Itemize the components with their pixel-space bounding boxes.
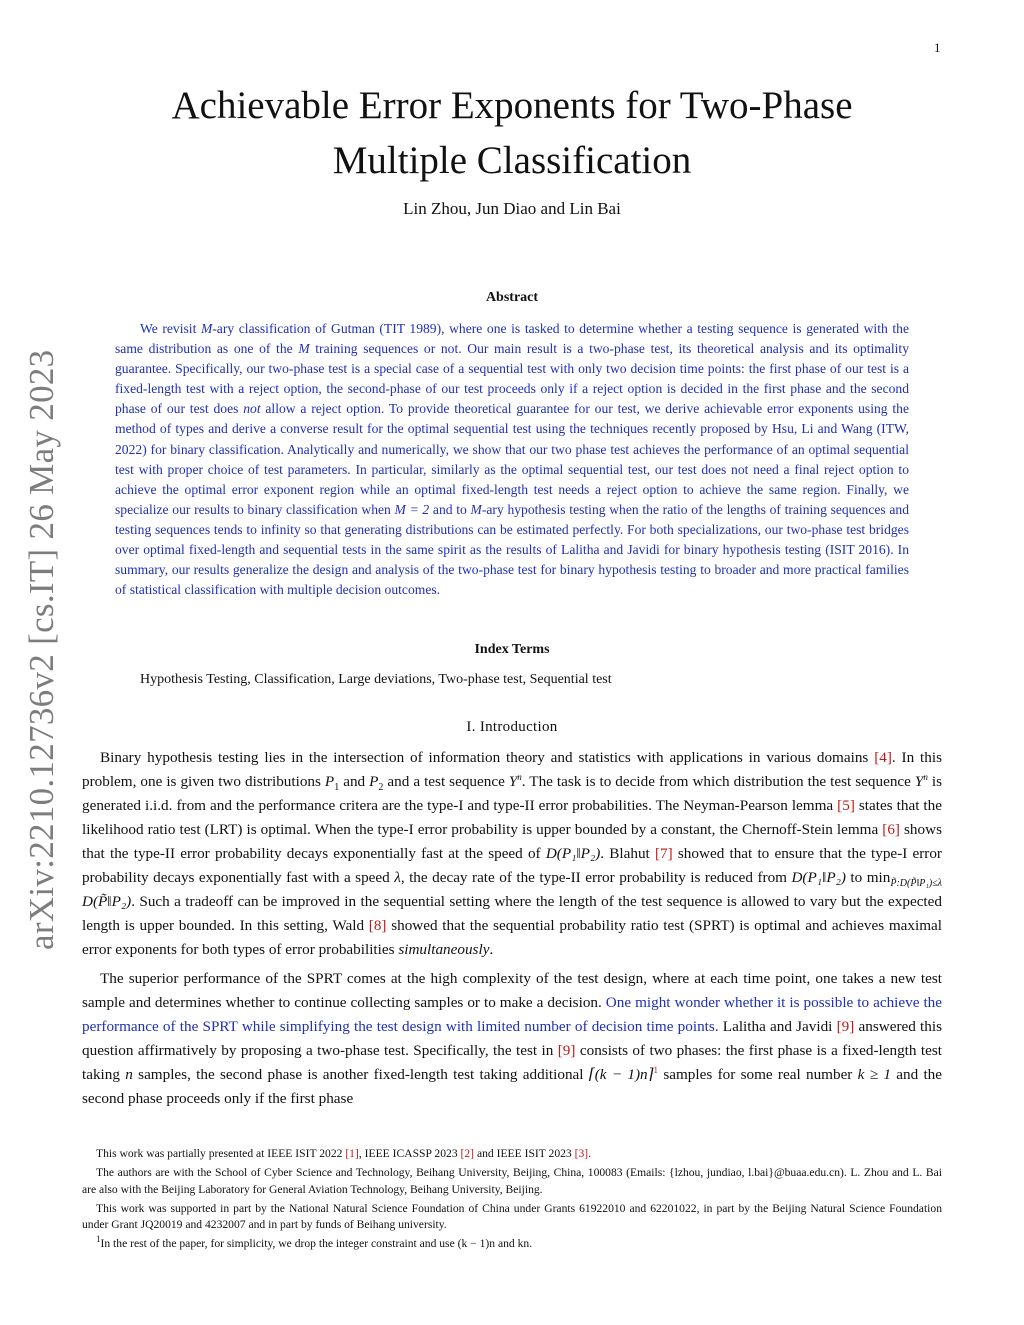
introduction-body [82,746,942,1116]
citation-link[interactable]: [4] [874,749,892,766]
footnote-funding: This work was supported in part by the National Natural Science Foundation of China under Grants 61922010 and 62201022, in part by the Beijing Natural Science Foundation under Grant JQ20019 and 4232007 and in part by funds of Beihang university. [82,1201,942,1232]
paragraph: Binary hypothesis testing lies in the intersection of information theory and statistics with applications in various domains [4]. In this problem, one is given two distributions $P_1$ and $P_2$ and a test sequence $Y^n$. The task is to decide from which distribution the test sequence $Y^n$ is generated i.i.d. from and the performance critera are the type-I and type-II error probabilities. The Neyman-Pearson lemma [5] states that the likelihood ratio test (LRT) is optimal. When the type-I error probability is upper bounded by a constant, the Chernoff-Stein lemma [6] shows that the type-II error probability decays exponentially fast at the speed of D(P₁‖P₂). Blahut [7] showed that to ensure that the type-I error probability decays exponentially fast with a speed λ, the decay rate of the type-II error probability is reduced from D(P₁‖P₂) to $\min_{P̃:D(P̃‖P_1)\le\lambda}$ D(P̃‖P₂). Such a tradeoff can be improved in the sequential setting where the length of the test sequence is allowed to vary but the expected length is upper bounded. In this setting, Wald [8] showed that the sequential probability ratio test (SPRT) is optimal and achieves maximal error exponents for both types of error probabilities simultaneously. [82,749,942,958]
text: to [845,869,867,886]
text: . [588,1147,592,1160]
text: states that the likelihood ratio test (LRT) is optimal. When the type-I error probability is upper bounded by a constant, the Chernoff-Stein lemma [82,797,942,838]
citation-link[interactable]: [6] [882,821,900,838]
title-line-1: Achievable Error Exponents for Two-Phase [171,84,853,127]
text: . Such a tradeoff can be improved in the sequential setting where the length of the test sequence is allowed to vary but the expected length is upper bounded. In this setting, Wald [82,893,942,934]
highlighted-text: One might wonder whether it is possible to achieve the performance of the SPRT while simplifying the test design with limited number of decision time points. [82,994,943,1035]
citation-link[interactable]: [5] [837,797,855,814]
math-eq: M = 2 [394,501,430,517]
math-var: M [200,321,213,336]
math-expr: D(P̃‖P₂) [82,893,132,910]
abstract-seg: training sequences or not. Our main result is a two-phase test, its theoretical analysis and its optimality guarantee. Specifically, our two-phase test is a special case of a sequential test with only two decision time points: the first phase of our test is a fixed-length test with a reject option, the second-phase of our test proceeds only if a reject option is decided in the first phase and the second phase of our test does [115,341,910,417]
citation-link[interactable]: [7] [654,845,673,862]
footnotes [82,1146,942,1256]
footnote-affiliation: The authors are with the School of Cyber Science and Technology, Beihang University, Beijing, China, 100083 (Emails: {lzhou, jundiao, l.bai}@buaa.edu.cn). L. Zhou and L. Bai are also with the Beijing Laboratory for General Aviation Technology, Beihang University, Beijing. [82,1166,942,1196]
text: answered this question affirmatively by proposing a two-phase test. Specifically, the test in [82,1018,943,1059]
citation-link[interactable]: [9] [836,1018,855,1035]
arxiv-stamp[interactable]: arXiv:2210.12736v2 [cs.IT] 26 May 2023 [22,349,61,950]
page-number: 1 [934,40,941,55]
abstract-seg: -ary hypothesis testing when the ratio of the lengths of training sequences and testing sequences tends to infinity so that generating distributions can be estimated perfectly. For both specializations, our two-phase test bridges over optimal fixed-length and sequential tests in the same spirit as the results of Lalitha and Javidi for binary hypothesis testing (ISIT 2016). In summary, our results generalize the design and analysis of the two-phase test for binary hypothesis testing to broader and more practical families of statistical classification with multiple decision outcomes. [115,501,909,598]
math-var: n [125,1066,133,1083]
math-var: P [369,773,379,790]
abstract-seg: -ary classification of Gutman (TIT 1989), where one is tasked to determine whether a testing sequence is generated with the same distribution as one of the [115,321,909,357]
text: and the second phase proceeds only if the first phase [82,1066,943,1107]
abstract-emphasis: not [243,401,261,417]
citation-link[interactable]: [8] [368,917,387,934]
title-line-2: Multiple Classification [332,139,692,182]
math-expr: D(P₁‖P₂) [791,869,846,886]
abstract-seg: and to [429,501,471,517]
paper-title [120,78,904,188]
text: In the rest of the paper, for simplicity, we drop the integer constraint and use (k − 1)n and kn. [100,1237,533,1251]
text: and IEEE ISIT 2023 [474,1147,575,1160]
abstract-seg: We revisit [140,321,201,336]
math-expr: k ≥ 1 [857,1066,891,1083]
index-terms-heading: Index Terms [474,642,550,657]
math-var: Y [914,773,924,790]
math-min: min [866,869,891,886]
text: , the decay rate of the type-II error probability is reduced from [400,869,792,886]
citation-link[interactable]: [1] [345,1147,359,1160]
text: samples for some real number [658,1066,858,1083]
text: . In this problem, one is given two distributions [82,749,942,790]
math-var: Y [508,773,518,790]
footnote-1 [82,1236,942,1252]
index-terms: Hypothesis Testing, Classification, Large deviations, Two-phase test, Sequential test [140,672,612,687]
text: The superior performance of the SPRT comes at the high complexity of the test design, where at each time point, one takes a new test sample and determines whether to continue collecting samples or to make a decision. [82,970,942,1011]
text: shows that the type-II error probability decays exponentially fast at the speed of [82,821,942,862]
math-var: P [324,773,335,790]
text: . The task is to decide from which distribution the test sequence [521,773,915,790]
section-heading-introduction: I. Introduction [466,719,558,735]
abstract-text [115,319,909,600]
abstract-heading: Abstract [485,290,539,305]
text: . [489,941,494,958]
math-var: M [470,501,482,517]
text: Lalitha and Javidi [718,1018,837,1035]
text: . Blahut [600,845,655,862]
text: is generated i.i.d. from and the performance critera are the type-I and type-II error probabilities. The Neyman-Pearson lemma [82,773,942,814]
text: samples, the second phase is another fixed-length test taking additional [132,1066,589,1083]
footnote-mark[interactable]: 1 [653,1064,659,1075]
math-min-subscript: P̃:D(P̃‖P₁)≤λ [890,878,942,890]
citation-link[interactable]: [9] [557,1042,576,1059]
footnote-presented [82,1146,942,1162]
text: , IEEE ICASSP 2023 [358,1147,461,1160]
text: and a test sequence [383,773,509,790]
text: This work was partially presented at IEEE ISIT 2022 [96,1147,346,1160]
paragraph [82,967,942,1111]
citation-link[interactable]: [3] [574,1147,589,1160]
math-var: λ [394,869,401,886]
footnote-number: 1 [96,1234,101,1245]
math-expr: D(P₁‖P₂) [545,845,601,862]
text: showed that to ensure that the type-I error probability decays exponentially fast with a speed [82,845,942,886]
text: Binary hypothesis testing lies in the intersection of information theory and statistics with applications in various domains [100,749,875,766]
abstract-seg: allow a reject option. To provide theoretical guarantee for our test, we derive achievable error exponents using the method of types and derive a converse result for the optimal sequential test using the techniques recently proposed by Hsu, Li and Wang (ITW, 2022) for binary classification. Analytically and numerically, we show that our two phase test achieves the performance of an optimal sequential test with proper choice of test parameters. In particular, similarly as the optimal sequential test, our test does not need a final reject option to achieve the optimal error exponent region while an optimal fixed-length test needs a reject option to achieve the same region. Finally, we specialize our results to binary classification when [115,401,909,517]
text: and [339,773,370,790]
emphasis: simultaneously [398,941,490,958]
text: consists of two phases: the first phase is a fixed-length test taking [82,1042,942,1083]
text: showed that the sequential probability ratio test (SPRT) is optimal and achieves maximal error exponents for both types of error probabilities [82,917,942,958]
citation-link[interactable]: [2] [460,1147,475,1160]
math-expr: ⌈(k − 1)n⌉ [588,1066,654,1083]
math-var: M [298,341,310,357]
authors: Lin Zhou, Jun Diao and Lin Bai [403,199,621,218]
